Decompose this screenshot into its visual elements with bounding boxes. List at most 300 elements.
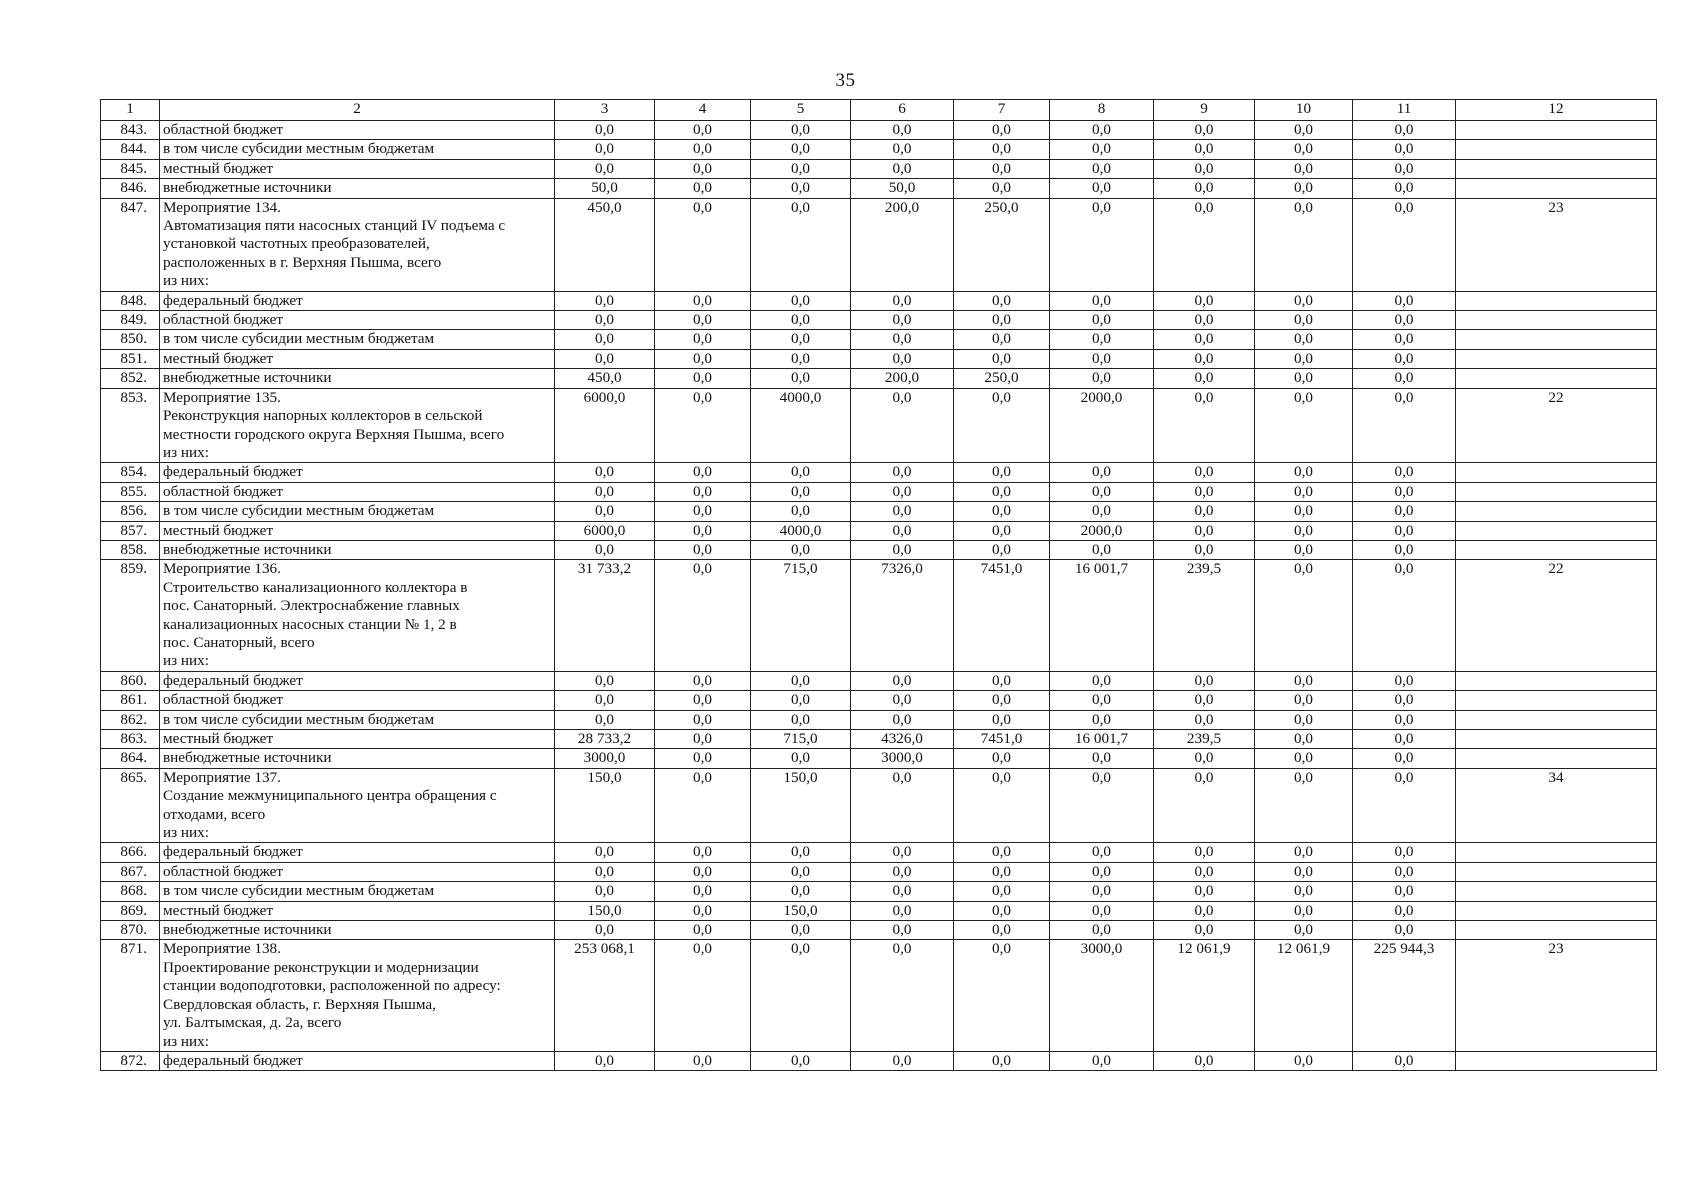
- value-cell: 0,0: [751, 862, 851, 881]
- value-cell: 0,0: [1353, 121, 1456, 140]
- value-cell: 0,0: [851, 1051, 954, 1070]
- value-cell: 7451,0: [954, 730, 1050, 749]
- value-cell: 0,0: [954, 388, 1050, 463]
- value-cell: 0,0: [1255, 671, 1353, 690]
- value-cell: 0,0: [751, 882, 851, 901]
- column-header: 4: [655, 100, 751, 121]
- value-cell: 0,0: [851, 691, 954, 710]
- value-cell: 0,0: [555, 691, 655, 710]
- value-cell: 0,0: [751, 710, 851, 729]
- value-cell: 0,0: [655, 159, 751, 178]
- row-number: 844.: [101, 140, 160, 159]
- description-line: из них:: [163, 1032, 209, 1050]
- value-cell: 0,0: [555, 710, 655, 729]
- value-cell: 239,5: [1154, 730, 1255, 749]
- value-cell: 0,0: [655, 882, 751, 901]
- row-number: 865.: [101, 768, 160, 843]
- description-line: внебюджетные источники: [163, 540, 332, 558]
- description-line: в том числе субсидии местным бюджетам: [163, 140, 435, 158]
- value-cell: 0,0: [655, 291, 751, 310]
- row-number: 866.: [101, 843, 160, 862]
- value-cell: 0,0: [655, 862, 751, 881]
- value-cell: 0,0: [1353, 730, 1456, 749]
- target-indicator-cell: 23: [1456, 198, 1657, 291]
- target-indicator-cell: [1456, 463, 1657, 482]
- value-cell: 0,0: [1255, 502, 1353, 521]
- value-cell: 150,0: [555, 901, 655, 920]
- description-line: расположенных в г. Верхняя Пышма, всего: [163, 253, 442, 271]
- description-line: из них:: [163, 443, 209, 461]
- description-line: отходами, всего: [163, 805, 266, 823]
- target-indicator-cell: 22: [1456, 388, 1657, 463]
- value-cell: 0,0: [954, 691, 1050, 710]
- value-cell: 0,0: [851, 140, 954, 159]
- value-cell: 0,0: [751, 940, 851, 1051]
- table-row: [101, 330, 1657, 349]
- value-cell: 0,0: [1255, 882, 1353, 901]
- row-description: [160, 159, 555, 178]
- value-cell: 0,0: [751, 749, 851, 768]
- value-cell: 0,0: [555, 291, 655, 310]
- description-line: внебюджетные источники: [163, 179, 332, 197]
- row-number: 872.: [101, 1051, 160, 1070]
- value-cell: 0,0: [1353, 862, 1456, 881]
- column-header: 9: [1154, 100, 1255, 121]
- value-cell: 250,0: [954, 198, 1050, 291]
- row-description: [160, 730, 555, 749]
- value-cell: 0,0: [954, 940, 1050, 1051]
- value-cell: 0,0: [1154, 179, 1255, 198]
- value-cell: 150,0: [555, 768, 655, 843]
- value-cell: 0,0: [954, 179, 1050, 198]
- value-cell: 200,0: [851, 369, 954, 388]
- value-cell: 0,0: [954, 349, 1050, 368]
- table-row: [101, 768, 1657, 843]
- value-cell: 2000,0: [1050, 388, 1154, 463]
- value-cell: 0,0: [954, 862, 1050, 881]
- value-cell: 0,0: [851, 502, 954, 521]
- row-description: [160, 882, 555, 901]
- value-cell: 0,0: [751, 463, 851, 482]
- value-cell: 4326,0: [851, 730, 954, 749]
- row-number: 845.: [101, 159, 160, 178]
- value-cell: 0,0: [751, 291, 851, 310]
- description-line: федеральный бюджет: [163, 1051, 303, 1069]
- description-line: в том числе субсидии местным бюджетам: [163, 882, 435, 900]
- description-line: местный бюджет: [163, 159, 274, 177]
- value-cell: 0,0: [1353, 560, 1456, 671]
- table-row: [101, 198, 1657, 291]
- value-cell: 0,0: [1154, 1051, 1255, 1070]
- value-cell: 0,0: [555, 140, 655, 159]
- description-line: Автоматизация пяти насосных станций IV подъема с: [163, 217, 506, 235]
- value-cell: 0,0: [655, 349, 751, 368]
- target-indicator-cell: [1456, 521, 1657, 540]
- value-cell: 0,0: [1255, 179, 1353, 198]
- value-cell: 0,0: [555, 121, 655, 140]
- value-cell: 0,0: [954, 159, 1050, 178]
- value-cell: 0,0: [954, 140, 1050, 159]
- value-cell: 0,0: [1353, 291, 1456, 310]
- description-line: пос. Санаторный. Электроснабжение главных: [163, 597, 460, 615]
- value-cell: 0,0: [655, 921, 751, 940]
- value-cell: 0,0: [1050, 540, 1154, 559]
- value-cell: 0,0: [851, 291, 954, 310]
- row-number: 867.: [101, 862, 160, 881]
- value-cell: 0,0: [1353, 691, 1456, 710]
- value-cell: 3000,0: [851, 749, 954, 768]
- value-cell: 0,0: [1255, 330, 1353, 349]
- target-indicator-cell: [1456, 502, 1657, 521]
- value-cell: 0,0: [851, 921, 954, 940]
- value-cell: 0,0: [1255, 921, 1353, 940]
- table-row: [101, 710, 1657, 729]
- description-line: Реконструкция напорных коллекторов в сельской: [163, 407, 483, 425]
- row-number: 847.: [101, 198, 160, 291]
- description-line: местный бюджет: [163, 521, 274, 539]
- value-cell: 0,0: [1154, 349, 1255, 368]
- target-indicator-cell: [1456, 691, 1657, 710]
- table-row: [101, 349, 1657, 368]
- value-cell: 0,0: [1255, 691, 1353, 710]
- value-cell: 0,0: [1255, 121, 1353, 140]
- value-cell: 31 733,2: [555, 560, 655, 671]
- value-cell: 0,0: [1050, 179, 1154, 198]
- value-cell: 0,0: [655, 311, 751, 330]
- value-cell: 0,0: [1154, 921, 1255, 940]
- value-cell: 0,0: [555, 671, 655, 690]
- description-line: местный бюджет: [163, 730, 274, 747]
- value-cell: 0,0: [1353, 768, 1456, 843]
- value-cell: 0,0: [555, 843, 655, 862]
- row-number: 861.: [101, 691, 160, 710]
- row-description: [160, 1051, 555, 1070]
- value-cell: 0,0: [1353, 502, 1456, 521]
- value-cell: 0,0: [655, 198, 751, 291]
- table-header-row: [101, 100, 1657, 121]
- row-description: [160, 140, 555, 159]
- target-indicator-cell: [1456, 159, 1657, 178]
- row-number: 850.: [101, 330, 160, 349]
- value-cell: 0,0: [851, 768, 954, 843]
- value-cell: 225 944,3: [1353, 940, 1456, 1051]
- value-cell: 239,5: [1154, 560, 1255, 671]
- value-cell: 0,0: [655, 730, 751, 749]
- value-cell: 0,0: [1353, 749, 1456, 768]
- value-cell: 0,0: [1050, 901, 1154, 920]
- target-indicator-cell: 23: [1456, 940, 1657, 1051]
- value-cell: 0,0: [751, 921, 851, 940]
- value-cell: 0,0: [1154, 901, 1255, 920]
- value-cell: 150,0: [751, 901, 851, 920]
- column-header: 2: [160, 100, 555, 121]
- column-header: 11: [1353, 100, 1456, 121]
- value-cell: 0,0: [655, 482, 751, 501]
- value-cell: 0,0: [655, 710, 751, 729]
- description-line: в том числе субсидии местным бюджетам: [163, 710, 435, 728]
- table-row: [101, 159, 1657, 178]
- value-cell: 450,0: [555, 369, 655, 388]
- row-description: [160, 482, 555, 501]
- value-cell: 0,0: [1050, 121, 1154, 140]
- value-cell: 0,0: [751, 691, 851, 710]
- description-line: Проектирование реконструкции и модернизации: [163, 958, 479, 976]
- table-row: [101, 749, 1657, 768]
- column-header: 5: [751, 100, 851, 121]
- description-line: Мероприятие 134.: [163, 198, 281, 216]
- value-cell: 0,0: [655, 388, 751, 463]
- value-cell: 16 001,7: [1050, 560, 1154, 671]
- value-cell: 3000,0: [555, 749, 655, 768]
- value-cell: 0,0: [1154, 388, 1255, 463]
- value-cell: 0,0: [1255, 521, 1353, 540]
- value-cell: 0,0: [555, 882, 655, 901]
- value-cell: 0,0: [1255, 862, 1353, 881]
- row-description: [160, 330, 555, 349]
- row-number: 859.: [101, 560, 160, 671]
- target-indicator-cell: [1456, 710, 1657, 729]
- column-header: 7: [954, 100, 1050, 121]
- row-number: 848.: [101, 291, 160, 310]
- value-cell: 0,0: [851, 121, 954, 140]
- value-cell: 0,0: [1050, 691, 1154, 710]
- value-cell: 0,0: [655, 502, 751, 521]
- row-description: [160, 463, 555, 482]
- value-cell: 0,0: [655, 560, 751, 671]
- value-cell: 0,0: [1154, 521, 1255, 540]
- value-cell: 0,0: [1353, 521, 1456, 540]
- row-description: [160, 691, 555, 710]
- value-cell: 0,0: [555, 463, 655, 482]
- row-number: 856.: [101, 502, 160, 521]
- row-number: 862.: [101, 710, 160, 729]
- value-cell: 0,0: [555, 482, 655, 501]
- value-cell: 12 061,9: [1255, 940, 1353, 1051]
- table-row: [101, 502, 1657, 521]
- value-cell: 0,0: [1154, 159, 1255, 178]
- value-cell: 0,0: [1050, 843, 1154, 862]
- value-cell: 0,0: [655, 521, 751, 540]
- value-cell: 0,0: [555, 540, 655, 559]
- value-cell: 0,0: [1154, 749, 1255, 768]
- row-number: 870.: [101, 921, 160, 940]
- value-cell: 0,0: [1353, 710, 1456, 729]
- row-number: 843.: [101, 121, 160, 140]
- target-indicator-cell: [1456, 882, 1657, 901]
- table-row: [101, 388, 1657, 463]
- value-cell: 0,0: [1255, 540, 1353, 559]
- row-number: 868.: [101, 882, 160, 901]
- value-cell: 0,0: [851, 882, 954, 901]
- description-line: в том числе субсидии местным бюджетам: [163, 502, 435, 520]
- value-cell: 715,0: [751, 730, 851, 749]
- value-cell: 0,0: [555, 1051, 655, 1070]
- budget-table: [100, 99, 1657, 1071]
- value-cell: 0,0: [851, 159, 954, 178]
- value-cell: 0,0: [655, 121, 751, 140]
- value-cell: 0,0: [555, 349, 655, 368]
- value-cell: 0,0: [1353, 843, 1456, 862]
- row-number: 854.: [101, 463, 160, 482]
- value-cell: 0,0: [655, 671, 751, 690]
- description-line: Мероприятие 138.: [163, 940, 281, 958]
- value-cell: 0,0: [1154, 291, 1255, 310]
- target-indicator-cell: [1456, 843, 1657, 862]
- description-line: из них:: [163, 272, 209, 290]
- row-number: 858.: [101, 540, 160, 559]
- value-cell: 0,0: [1255, 311, 1353, 330]
- row-number: 849.: [101, 311, 160, 330]
- target-indicator-cell: [1456, 291, 1657, 310]
- row-description: [160, 521, 555, 540]
- value-cell: 0,0: [751, 140, 851, 159]
- value-cell: 0,0: [1353, 330, 1456, 349]
- row-number: 864.: [101, 749, 160, 768]
- value-cell: 0,0: [851, 388, 954, 463]
- value-cell: 0,0: [1255, 768, 1353, 843]
- value-cell: 0,0: [851, 710, 954, 729]
- column-header: 12: [1456, 100, 1657, 121]
- description-line: Создание межмуниципального центра обращения с: [163, 787, 497, 805]
- target-indicator-cell: [1456, 179, 1657, 198]
- value-cell: 0,0: [1050, 882, 1154, 901]
- budget-table-body: [101, 100, 1657, 1071]
- value-cell: 0,0: [954, 482, 1050, 501]
- value-cell: 50,0: [555, 179, 655, 198]
- row-number: 869.: [101, 901, 160, 920]
- value-cell: 6000,0: [555, 388, 655, 463]
- description-line: Строительство канализационного коллектора в: [163, 578, 468, 596]
- value-cell: 0,0: [751, 369, 851, 388]
- description-line: местный бюджет: [163, 901, 274, 919]
- value-cell: 0,0: [954, 291, 1050, 310]
- value-cell: 2000,0: [1050, 521, 1154, 540]
- value-cell: 0,0: [954, 843, 1050, 862]
- value-cell: 4000,0: [751, 521, 851, 540]
- row-description: [160, 749, 555, 768]
- value-cell: 0,0: [954, 671, 1050, 690]
- value-cell: 0,0: [1353, 388, 1456, 463]
- value-cell: 0,0: [1050, 349, 1154, 368]
- table-row: [101, 560, 1657, 671]
- value-cell: 7326,0: [851, 560, 954, 671]
- row-number: 852.: [101, 369, 160, 388]
- value-cell: 0,0: [1154, 862, 1255, 881]
- value-cell: 0,0: [555, 921, 655, 940]
- value-cell: 0,0: [655, 140, 751, 159]
- value-cell: 0,0: [1255, 198, 1353, 291]
- value-cell: 0,0: [1353, 179, 1456, 198]
- value-cell: 0,0: [751, 1051, 851, 1070]
- value-cell: 0,0: [1050, 749, 1154, 768]
- target-indicator-cell: [1456, 482, 1657, 501]
- value-cell: 0,0: [751, 179, 851, 198]
- value-cell: 0,0: [1050, 710, 1154, 729]
- row-description: [160, 179, 555, 198]
- value-cell: 0,0: [655, 369, 751, 388]
- value-cell: 16 001,7: [1050, 730, 1154, 749]
- value-cell: 0,0: [655, 901, 751, 920]
- value-cell: 0,0: [954, 749, 1050, 768]
- value-cell: 0,0: [655, 691, 751, 710]
- table-row: [101, 901, 1657, 920]
- table-row: [101, 311, 1657, 330]
- value-cell: 0,0: [1050, 198, 1154, 291]
- column-header: 10: [1255, 100, 1353, 121]
- column-header: 1: [101, 100, 160, 121]
- description-line: областной бюджет: [163, 691, 283, 709]
- value-cell: 0,0: [1353, 671, 1456, 690]
- value-cell: 0,0: [954, 901, 1050, 920]
- value-cell: 0,0: [751, 121, 851, 140]
- description-line: в том числе субсидии местным бюджетам: [163, 330, 435, 348]
- value-cell: 0,0: [1255, 560, 1353, 671]
- value-cell: 0,0: [1050, 291, 1154, 310]
- target-indicator-cell: [1456, 1051, 1657, 1070]
- value-cell: 0,0: [1255, 349, 1353, 368]
- value-cell: 0,0: [1255, 369, 1353, 388]
- value-cell: 0,0: [1255, 140, 1353, 159]
- table-row: [101, 369, 1657, 388]
- value-cell: 0,0: [1154, 463, 1255, 482]
- target-indicator-cell: [1456, 921, 1657, 940]
- target-indicator-cell: [1456, 140, 1657, 159]
- value-cell: 0,0: [1050, 671, 1154, 690]
- value-cell: 0,0: [655, 463, 751, 482]
- description-line: Мероприятие 136.: [163, 560, 281, 578]
- table-row: [101, 843, 1657, 862]
- value-cell: 0,0: [851, 540, 954, 559]
- value-cell: 6000,0: [555, 521, 655, 540]
- description-line: внебюджетные источники: [163, 749, 332, 767]
- value-cell: 715,0: [751, 560, 851, 671]
- table-row: [101, 140, 1657, 159]
- row-description: [160, 710, 555, 729]
- value-cell: 0,0: [1154, 843, 1255, 862]
- description-line: федеральный бюджет: [163, 463, 303, 481]
- value-cell: 0,0: [851, 862, 954, 881]
- value-cell: 0,0: [1050, 330, 1154, 349]
- table-row: [101, 921, 1657, 940]
- value-cell: 250,0: [954, 369, 1050, 388]
- value-cell: 0,0: [1154, 369, 1255, 388]
- row-number: 871.: [101, 940, 160, 1051]
- value-cell: 0,0: [851, 349, 954, 368]
- table-row: [101, 862, 1657, 881]
- value-cell: 0,0: [655, 1051, 751, 1070]
- description-line: внебюджетные источники: [163, 921, 332, 939]
- value-cell: 0,0: [954, 921, 1050, 940]
- value-cell: 0,0: [1353, 349, 1456, 368]
- target-indicator-cell: [1456, 749, 1657, 768]
- target-indicator-cell: [1456, 671, 1657, 690]
- value-cell: 0,0: [1154, 502, 1255, 521]
- value-cell: 0,0: [1050, 482, 1154, 501]
- row-description: [160, 560, 555, 671]
- value-cell: 0,0: [1255, 159, 1353, 178]
- row-number: 860.: [101, 671, 160, 690]
- value-cell: 0,0: [1255, 901, 1353, 920]
- value-cell: 0,0: [1050, 862, 1154, 881]
- value-cell: 0,0: [1154, 710, 1255, 729]
- row-number: 863.: [101, 730, 160, 749]
- table-row: [101, 940, 1657, 1051]
- table-row: [101, 671, 1657, 690]
- value-cell: 0,0: [1353, 159, 1456, 178]
- description-line: канализационных насосных станции № 1, 2 в: [163, 615, 457, 633]
- target-indicator-cell: [1456, 540, 1657, 559]
- value-cell: 0,0: [1255, 710, 1353, 729]
